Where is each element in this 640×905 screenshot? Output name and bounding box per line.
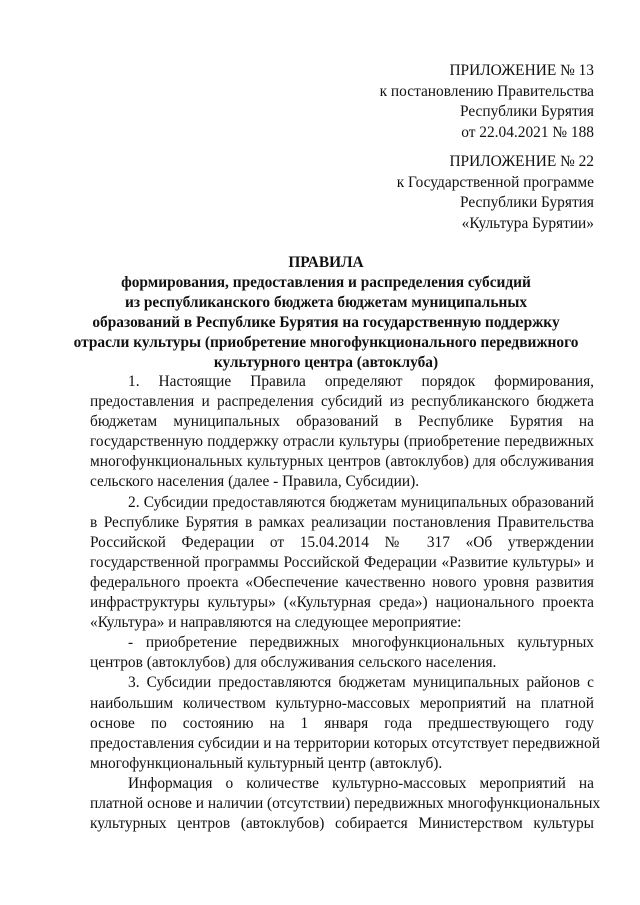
- text-line: платной основе и наличии (отсутствии) передвижных многофункциональных: [90, 794, 601, 812]
- text-line: 2. Субсидии предоставляются бюджетам муниципальных образований: [128, 493, 594, 511]
- appendix-22-line2: Республики Бурятия: [459, 194, 594, 211]
- text-line: в Республике Бурятия в рамках реализации постановления Правительства: [90, 513, 594, 531]
- text-line: 3. Субсидии предоставляются бюджетам муниципальных районов с: [128, 674, 594, 692]
- text-line: многофункциональный культурный центр (автоклуб).: [90, 754, 443, 772]
- document-title: [60, 253, 592, 373]
- text-line: сельского населения (далее - Правила, Субсидии).: [90, 473, 420, 491]
- text-line: федерального проекта «Обеспечение качественно нового уровня развития: [90, 573, 594, 591]
- title-line: образований в Республике Бурятия на государственную поддержку: [92, 314, 560, 331]
- document-body: [90, 372, 601, 834]
- paragraph-3: [90, 673, 600, 773]
- text-line: 1. Настоящие Правила определяют порядок формирования,: [128, 373, 594, 390]
- text-line: основе по состоянию на 1 января года предшествующего году: [90, 714, 594, 732]
- paragraph-bullet: [90, 633, 594, 673]
- text-line: предоставления субсидии и на территории которых отсутствует передвижной: [90, 734, 600, 752]
- appendix-13-title: ПРИЛОЖЕНИЕ № 13: [449, 62, 594, 79]
- appendix-13-line2: Республики Бурятия: [459, 103, 594, 120]
- text-line: Российской Федерации от 15.04.2014 № 317 «Об утверждении: [90, 533, 594, 551]
- appendix-13-header: [380, 61, 594, 143]
- title-line: отрасли культуры (приобретение многофункционального передвижного: [73, 334, 579, 351]
- text-line: центров (автоклубов) для обслуживания сельского населения.: [90, 654, 497, 672]
- text-line: культурных центров (автоклубов) собирается Министерством культуры: [90, 815, 594, 833]
- appendix-13-line3: от 22.04.2021 № 188: [461, 123, 594, 141]
- appendix-22-line3: «Культура Бурятии»: [461, 214, 594, 232]
- title-line: из республиканского бюджета бюджетам муниципальных: [124, 294, 528, 311]
- title-heading: ПРАВИЛА: [288, 254, 364, 271]
- text-line: наибольшим количеством культурно-массовых мероприятий на платной: [90, 694, 594, 712]
- text-line: «Культура» и направляются на следующее мероприятие:: [90, 614, 462, 632]
- appendix-22-header: [397, 152, 594, 234]
- text-line: инфраструктуры культуры» («Культурная среда») национального проекта: [90, 594, 594, 612]
- text-line: Информация о количестве культурно-массовых мероприятий на: [128, 774, 594, 792]
- appendix-22-line1: к Государственной программе: [396, 173, 594, 191]
- title-line: культурного центра (автоклуба): [213, 354, 439, 371]
- paragraph-2: [90, 493, 594, 634]
- paragraph-4: [90, 774, 601, 834]
- text-line: государственную поддержку отрасли культуры (приобретение передвижных: [90, 433, 594, 451]
- text-line: государственной программы Российской Федерации «Развитие культуры» и: [90, 553, 594, 571]
- text-line: предоставления и распределения субсидий из республиканского бюджета: [90, 393, 594, 411]
- text-line: бюджетам муниципальных образований в Республике Бурятия на: [90, 413, 594, 431]
- text-line: многофункциональных культурных центров (автоклубов) для обслуживания: [90, 453, 594, 471]
- title-line: формирования, предоставления и распределения субсидий: [121, 274, 531, 291]
- text-line: - приобретение передвижных многофункциональных культурных: [128, 634, 594, 652]
- appendix-13-line1: к постановлению Правительства: [379, 82, 594, 100]
- paragraph-1: [90, 372, 594, 493]
- appendix-22-title: ПРИЛОЖЕНИЕ № 22: [449, 153, 594, 170]
